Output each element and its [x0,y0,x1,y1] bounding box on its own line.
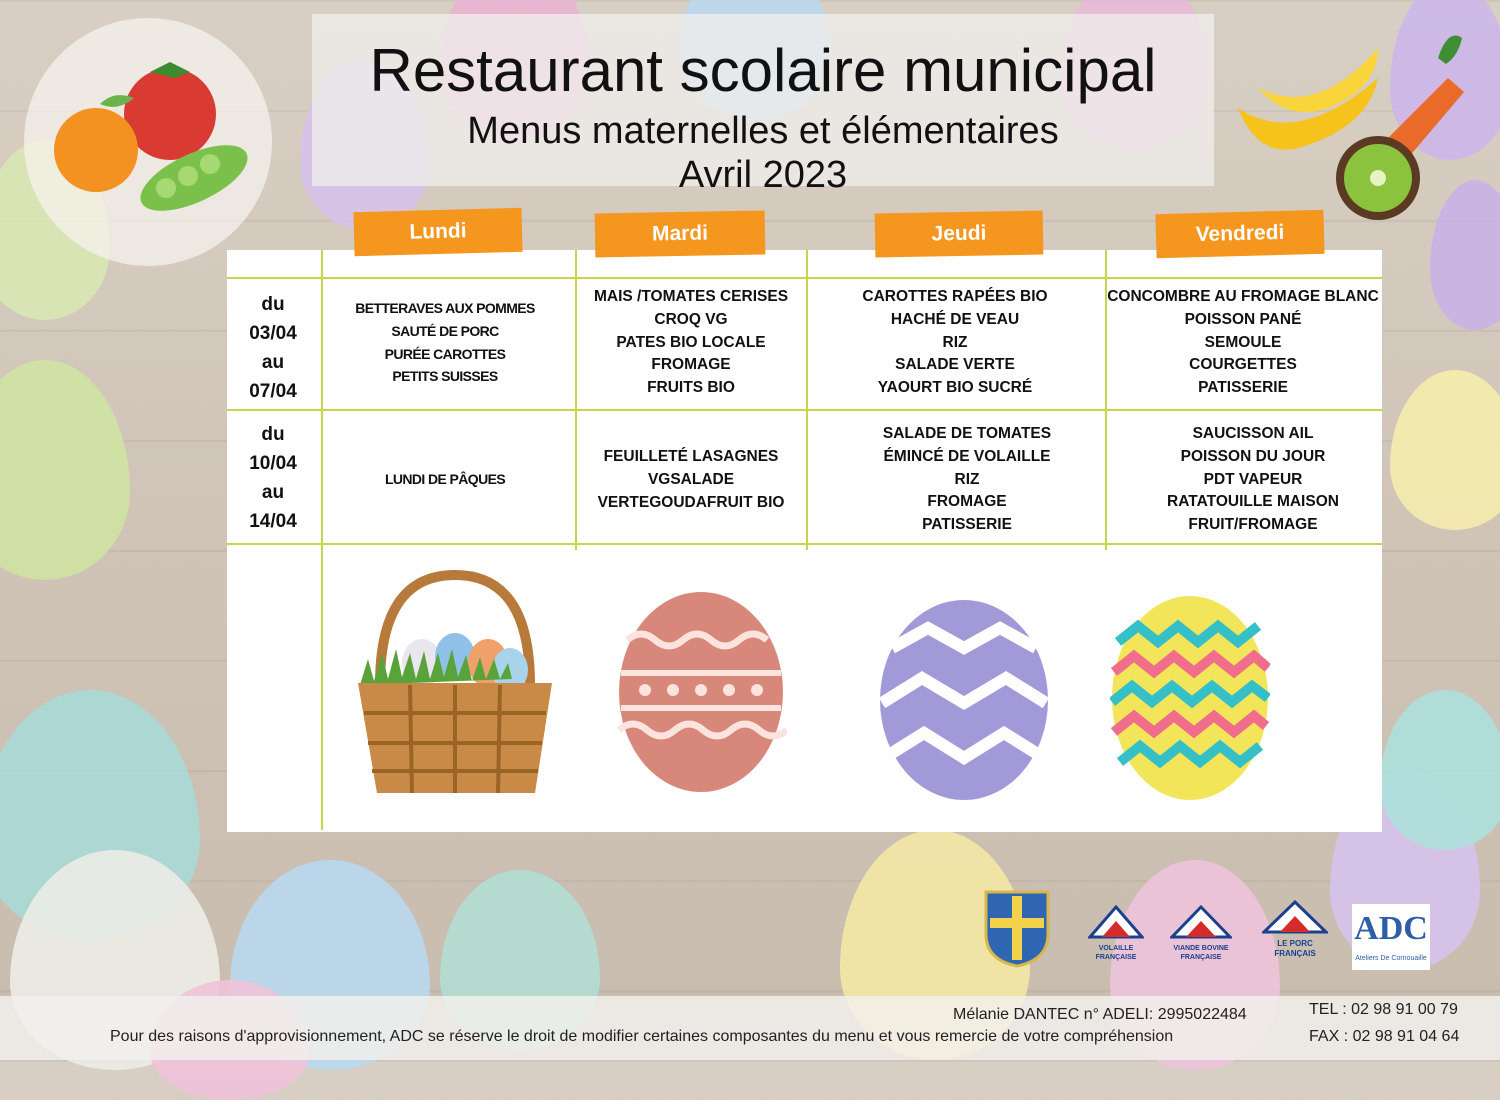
menu-cell-w2-mardi: FEUILLETÉ LASAGNES VGSALADE VERTEGOUDAFRUIT BIO [597,448,785,511]
decor-egg-teal-3 [1380,690,1500,850]
menu-cell-w1-mardi: MAIS /TOMATES CERISES CROQ VG PATES BIO LOCALE FROMAGE FRUITS BIO [593,288,789,397]
menu-cell-w2-lundi: LUNDI DE PÂQUES [384,471,506,487]
easter-basket-image [350,565,560,800]
menu-cell-w1-lundi: BETTERAVES AUX POMMES SAUTÉ DE PORC PURÉE CAROTTES PETITS SUISSES [355,300,535,385]
table-divider [227,277,1382,279]
footer-notice: Pour des raisons d'approvisionnement, ADC se réserve le droit de modifier certaines composantes du menu et vous remercie de votre compréhension [110,1028,1174,1045]
menu-cell-w1-jeudi: CAROTTES RAPÉES BIO HACHÉ DE VEAU RIZ SALADE VERTE YAOURT BIO SUCRÉ [862,288,1048,397]
viande-bovine-logo: VIANDE BOVINE FRANÇAISE [1170,905,1232,967]
footer-fax: FAX : 02 98 91 04 64 [1309,1028,1460,1045]
menu-cell-w1-vendredi: CONCOMBRE AU FROMAGE BLANC POISSON PANÉ SEMOULE COURGETTES PATISSERIE [1107,288,1379,397]
page-month: Avril 2023 [678,154,848,196]
footer-tel: TEL : 02 98 91 00 79 [1309,1001,1458,1018]
title-banner [312,14,1214,196]
week-2-label: du 10/04 au 14/04 [249,424,297,532]
page-subtitle: Menus maternelles et élémentaires [467,110,1059,152]
decor-egg-green [0,360,130,580]
table-divider [321,250,323,830]
decor-egg-yellow-2 [1390,370,1500,530]
day-tab-vendredi: Vendredi [1155,210,1324,258]
easter-egg-zigzag-image [1110,582,1270,800]
volaille-francaise-logo: VOLAILLE FRANÇAISE [1088,905,1144,967]
page-title: Restaurant scolaire municipal [369,37,1157,104]
municipal-crest-logo [984,890,1050,968]
menu-cell-w2-jeudi: SALADE DE TOMATES ÉMINCÉ DE VOLAILLE RIZ FROMAGE PATISSERIE [882,425,1052,534]
day-tab-lundi: Lundi [353,208,522,256]
table-divider [227,543,1382,545]
day-tab-jeudi: Jeudi [875,211,1044,258]
fruit-illustration-right [1228,18,1478,228]
easter-egg-purple-image [878,588,1050,800]
footer-dietitian: Mélanie DANTEC n° ADELI: 2995022484 [953,1006,1247,1023]
fruit-illustration [24,18,272,266]
adc-logo: ADC Ateliers De Cornouaille [1352,904,1430,970]
easter-egg-brown-image [615,580,787,792]
porc-francais-logo: LE PORC FRANÇAIS [1262,900,1328,968]
menu-cell-w2-vendredi: SAUCISSON AIL POISSON DU JOUR PDT VAPEUR RATATOUILLE MAISON FRUIT/FROMAGE [1167,425,1339,534]
day-tab-mardi: Mardi [595,211,766,258]
table-divider [227,409,1382,411]
week-1-label: du 03/04 au 07/04 [249,294,297,402]
